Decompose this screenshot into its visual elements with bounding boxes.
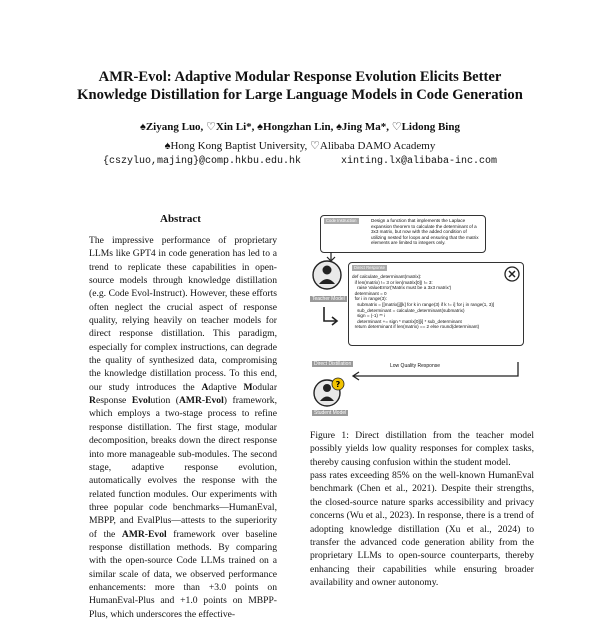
title-line-2: Knowledge Distillation for Large Language Models in Code Generation (77, 87, 523, 103)
error-icon (504, 266, 520, 282)
affiliations: ♠Hong Kong Baptist University, ♡Alibaba DAMO Academy (164, 140, 436, 152)
code-line: raise ValueError('Matrix must be a 3x3 matrix') (352, 285, 452, 291)
code-line: determinant += sign * matrix[0][i] * sub_determinant (352, 318, 462, 324)
email-right: xinting.lx@alibaba-inc.com (341, 156, 498, 167)
direct-response-tag: Direct Response (354, 265, 385, 270)
code-instruction-box (320, 215, 486, 253)
title-line-1: AMR-Evol: Adaptive Modular Response Evolution Elicits Better (98, 69, 502, 85)
arrow-down-1 (324, 252, 338, 262)
teacher-model-icon (310, 258, 344, 298)
svg-text:?: ? (335, 380, 341, 389)
student-model-icon (312, 376, 346, 410)
code-line: for i in range(3): (352, 296, 387, 302)
emails (40, 156, 560, 167)
code-line: if len(matrix) != 3 or len(matrix[0]) != 3: (352, 279, 433, 285)
teacher-label: Teacher Model (312, 296, 345, 302)
code-line: sign = (-1) ** i (352, 313, 386, 319)
figure-caption: Figure 1: Direct distillation from the teacher model possibly yields low quality responses for complex tasks, thereby causing confusion within the student model. (310, 430, 534, 468)
abstract-heading: Abstract (160, 213, 201, 225)
arrow-curve (314, 306, 340, 328)
code-block (352, 274, 520, 330)
abstract-text: The impressive performance of proprietary LLMs like GPT4 in code generation has led to a trend to replicate these capabilities in open-source models through knowledge distillation (e.g. Code Evol-Instruct). However, these efforts often neglect the crucial aspect of response quality, relying heavily on teacher models for direct response distillation. This paradigm, especially for complex instructions, can degrade the quality of synthesized data, compromising the knowledge distillation process. To this end, our study introduces the Adaptive Modular Response Evolution (AMR-Evol) framework, which employs a two-stage process to refine response distillation. The first stage, modular decomposition, breaks down the direct response into more manageable sub-modules. The second stage, adaptive response evolution, automatically evolves the response with the related function modules. Our experiments with three popular code benchmarks—HumanEval, MBPP, and EvalPlus—attests to the superiority of the AMR-Evol framework over baseline response distillation methods. By comparing with the open-source Code LLMs trained on a similar scale of data, we observed performance enhancements: more than +3.0 points on HumanEval-Plus and +1.0 points on MBPP-Plus, which underscores the effective- (89, 235, 278, 620)
code-line: determinant = 0 (352, 290, 387, 296)
figure-1 (308, 210, 534, 420)
student-label: Student Model (314, 410, 347, 416)
intro-paragraph: pass rates exceeding 85% on the well-known HumanEval benchmark (Chen et al., 2021). Despite their strengths, the closed-source nature sparks accessibility and privacy concerns (Wu et al., 2023). In response, there is a trend of adopting knowledge distillation (Xu et al., 2024) to transfer the advanced code generation ability from the proprietary LLMs to open-source counterparts, thereby enhancing their capabilities while ensuring broader availability and owner autonomy. (310, 470, 534, 589)
low-quality-label: Low Quality Response (390, 363, 441, 369)
code-line: def calculate_determinant(matrix): (352, 274, 422, 279)
code-instruction-tag: Code Instruction (326, 218, 357, 223)
code-line: return determinant if len(matrix) == 2 else round(determinant) (352, 324, 480, 330)
paper-title (40, 68, 560, 104)
direct-distillation-label: Direct Distillation (314, 361, 352, 367)
email-left: {cszyluo,majing}@comp.hkbu.edu.hk (102, 156, 301, 167)
author-list: ♠Ziyang Luo, ♡Xin Li*, ♠Hongzhan Lin, ♠Jing Ma*, ♡Lidong Bing (140, 121, 460, 133)
direct-response-box (348, 262, 524, 346)
code-instruction-text: Design a function that implements the Laplace expansion theorem to calculate the determinant of a 3x3 matrix, but now with the added condition of utilizing nested for loops and ensuring that the matrix elements are limited to integers only. (371, 218, 479, 246)
code-line: submatrix = [[matrix[j][k] for k in range(3) if k != i] for j in range(1, 3)] (352, 301, 495, 307)
code-line: sub_determinant = calculate_determinant(submatrix) (352, 307, 465, 313)
